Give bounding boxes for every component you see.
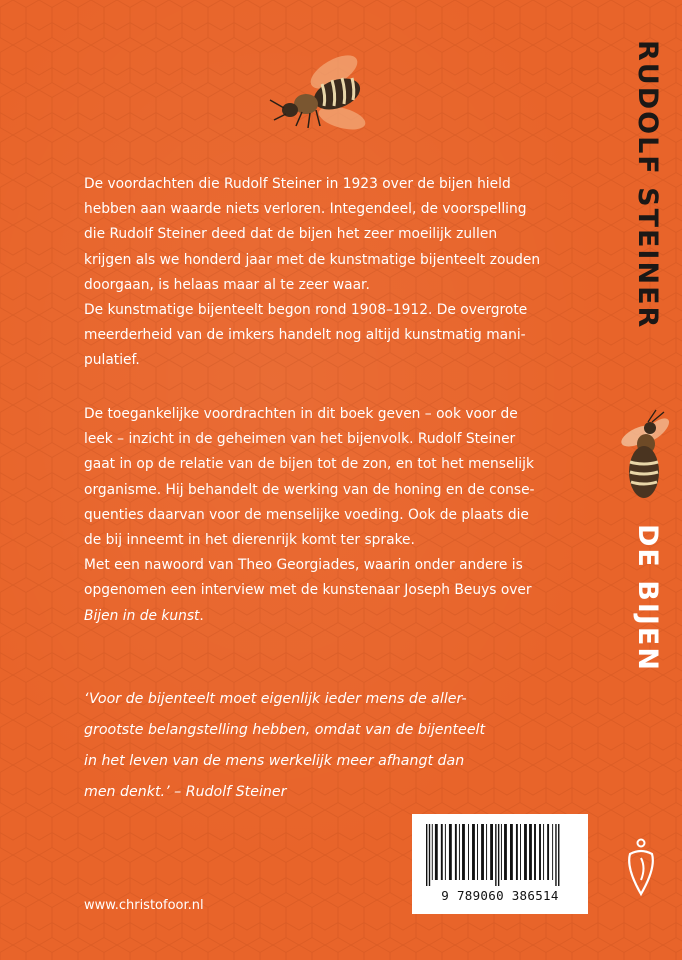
- barcode-bar: [445, 824, 446, 880]
- barcode-bar: [481, 824, 484, 880]
- blurb-paragraph-2: [84, 402, 564, 629]
- blurb-paragraph-1: [84, 172, 564, 374]
- barcode-bar: [534, 824, 536, 880]
- barcode-bar: [516, 824, 518, 880]
- spine-title: DE BIJEN: [632, 524, 663, 672]
- text-line: De kunstmatige bijenteelt begon rond 1908–1912. De overgrote: [84, 302, 528, 319]
- barcode-bar: [426, 824, 427, 886]
- barcode-bar: [520, 824, 521, 880]
- barcode-bar: [477, 824, 478, 880]
- barcode-bar: [543, 824, 544, 880]
- barcode-bar: [504, 824, 507, 880]
- barcode-bar: [529, 824, 532, 880]
- text-suffix: .: [199, 607, 204, 624]
- barcode-number: 9 789060 386514: [441, 888, 559, 903]
- barcode-bar: [462, 824, 465, 880]
- spine-author: RUDOLF STEINER: [632, 40, 663, 330]
- text-line: Met een nawoord van Theo Georgiades, waarin onder andere is: [84, 557, 523, 574]
- barcode-bar: [472, 824, 475, 880]
- text-line: krijgen als we honderd jaar met de kunstmatige bijenteelt zouden: [84, 251, 541, 268]
- barcode-bar: [539, 824, 541, 880]
- text-line: hebben aan waarde niets verloren. Integendeel, de voorspelling: [84, 201, 527, 218]
- barcode-bars: [426, 824, 574, 886]
- text-line: doorgaan, is helaas maar al te zeer waar.: [84, 276, 370, 293]
- barcode-bar: [524, 824, 527, 880]
- text-line: pulatief.: [84, 352, 140, 369]
- text-line: die Rudolf Steiner deed dat de bijen het zeer moeilijk zullen: [84, 226, 498, 243]
- text-line: De voordachten die Rudolf Steiner in 1923 over de bijen hield: [84, 176, 511, 192]
- barcode-bar: [455, 824, 457, 880]
- bee-illustration: [612, 408, 672, 508]
- barcode: [412, 814, 588, 914]
- barcode-bar: [547, 824, 549, 880]
- quote-line: in het leven van de mens werkelijk meer afhangt dan: [84, 753, 465, 769]
- barcode-bar: [441, 824, 443, 880]
- barcode-bar: [490, 824, 493, 880]
- barcode-bar: [501, 824, 502, 880]
- barcode-bar: [449, 824, 452, 880]
- barcode-bar: [435, 824, 438, 880]
- quote-line: ‘Voor de bijenteelt moet eigenlijk ieder mens de aller-: [84, 691, 467, 707]
- barcode-bar: [432, 824, 433, 880]
- quote-line: men denkt.’ – Rudolf Steiner: [84, 784, 287, 800]
- barcode-bar: [558, 824, 559, 886]
- barcode-bar: [486, 824, 487, 880]
- text-line: de bij inneemt in het dierenrijk komt ter sprake.: [84, 532, 415, 549]
- barcode-bar: [498, 824, 499, 886]
- barcode-bar: [552, 824, 553, 880]
- publisher-website[interactable]: www.christofoor.nl: [84, 898, 204, 913]
- text-line: De toegankelijke voordrachten in dit boek geven – ook voor de: [84, 406, 518, 422]
- text-line: leek – inzicht in de geheimen van het bijenvolk. Rudolf Steiner: [84, 431, 516, 448]
- text-line: opgenomen een interview met de kunstenaar Joseph Beuys over: [84, 582, 532, 599]
- quote-line: grootste belangstelling hebben, omdat van de bijenteelt: [84, 722, 486, 738]
- text-line: gaat in op de relatie van de bijen tot de zon, en tot het menselijk: [84, 456, 534, 473]
- barcode-bar: [459, 824, 460, 880]
- text-line: [84, 604, 564, 629]
- barcode-bar: [495, 824, 496, 886]
- book-title: Bijen in de kunst: [84, 607, 200, 624]
- barcode-bar: [429, 824, 430, 886]
- text-line: quenties daarvan voor de menselijke voeding. Ook de plaats die: [84, 506, 529, 523]
- barcode-bar: [510, 824, 513, 880]
- barcode-bar: [555, 824, 556, 886]
- barcode-bar: [468, 824, 469, 880]
- publisher-logo: [622, 836, 660, 898]
- bee-illustration: [262, 48, 374, 140]
- text-line: organisme. Hij behandelt de werking van de honing en de conse-: [84, 481, 535, 498]
- quote: [84, 684, 564, 808]
- text-line: meerderheid van de imkers handelt nog altijd kunstmatig mani-: [84, 327, 526, 344]
